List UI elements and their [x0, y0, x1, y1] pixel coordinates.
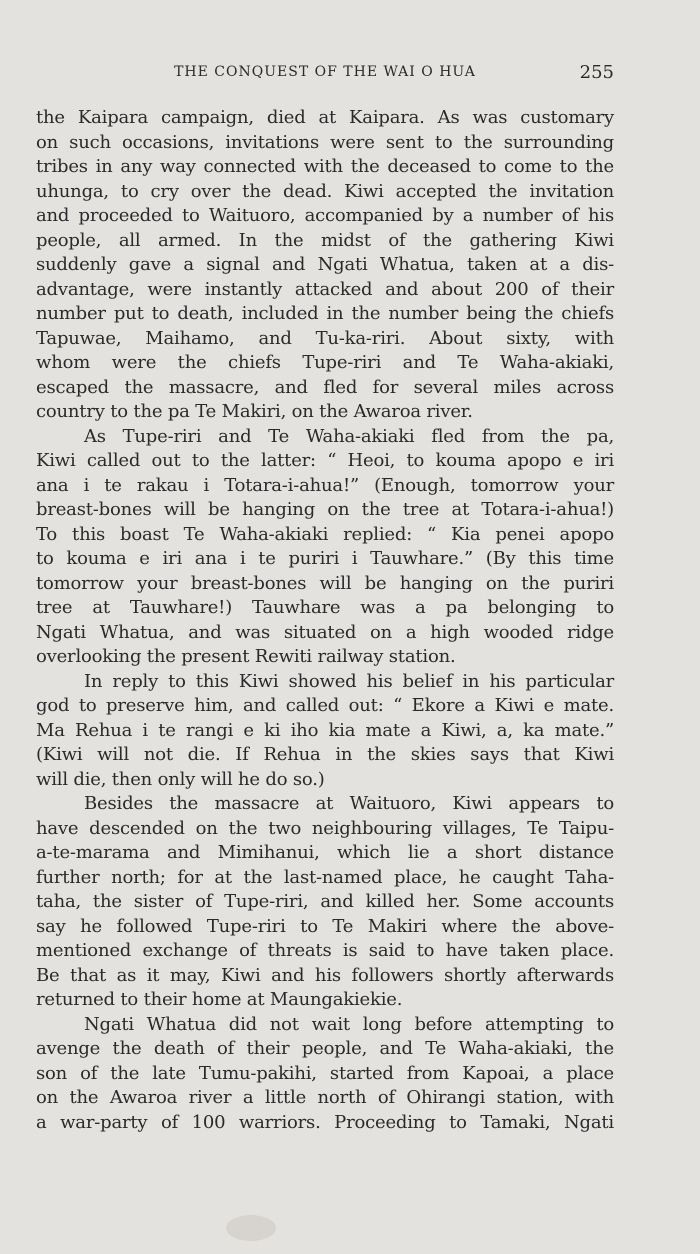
text-line: son of the late Tumu-pakihi, started from Kapoai, a place	[36, 1062, 614, 1084]
text-line: country to the pa Te Makiri, on the Awaroa river.	[36, 401, 473, 422]
text-line: on such occasions, invitations were sent to the surrounding	[36, 131, 614, 153]
text-line: ana i te rakau i Totara-i-ahua!” (Enough, tomorrow your	[36, 474, 614, 496]
text-line: Ma Rehua i te rangi e ki iho kia mate a Kiwi, a, ka mate.”	[36, 719, 614, 741]
text-line: on the Awaroa river a little north of Ohirangi station, with	[36, 1087, 614, 1108]
text-line: escaped the massacre, and fled for several miles across	[36, 376, 614, 398]
text-line: breast-bones will be hanging on the tree at Totara-i-ahua!)	[36, 499, 614, 520]
text-line: the Kaipara campaign, died at Kaipara. As was customary	[36, 107, 614, 128]
text-line: uhunga, to cry over the dead. Kiwi accepted the invitation	[36, 180, 614, 202]
body-text	[36, 106, 614, 1135]
text-line: advantage, were instantly attacked and about 200 of their	[36, 278, 614, 300]
text-line: whom were the chiefs Tupe-riri and Te Waha-akiaki,	[36, 352, 614, 373]
text-line: suddenly gave a signal and Ngati Whatua, taken at a dis-	[36, 254, 614, 275]
text-line: To this boast Te Waha-akiaki replied: “ Kia penei apopo	[36, 523, 614, 545]
paragraph-first-line: Ngati Whatua did not wait long before attempting to	[84, 1013, 614, 1035]
text-line: Kiwi called out to the latter: “ Heoi, to kouma apopo e iri	[36, 450, 614, 471]
paragraph-first-line: In reply to this Kiwi showed his belief in his particular	[84, 670, 614, 692]
text-line: god to preserve him, and called out: “ Ekore a Kiwi e mate.	[36, 695, 614, 716]
text-line: people, all armed. In the midst of the gathering Kiwi	[36, 229, 614, 251]
text-line: Ngati Whatua, and was situated on a high wooded ridge	[36, 621, 614, 643]
text-line: say he followed Tupe-riri to Te Makiri where the above-	[36, 915, 614, 937]
page-header	[36, 62, 614, 86]
text-line: and proceeded to Waituoro, accompanied by a number of his	[36, 205, 614, 226]
text-line: a war-party of 100 warriors. Proceeding to Tamaki, Ngati	[36, 1111, 614, 1133]
text-line: taha, the sister of Tupe-riri, and killed her. Some accounts	[36, 891, 614, 912]
text-line: mentioned exchange of threats is said to have taken place.	[36, 940, 614, 961]
text-line: have descended on the two neighbouring villages, Te Taipu-	[36, 817, 614, 839]
text-line: further north; for at the last-named place, he caught Taha-	[36, 866, 614, 888]
text-line: Be that as it may, Kiwi and his followers shortly afterwards	[36, 964, 614, 986]
text-line: a-te-marama and Mimihanui, which lie a short distance	[36, 842, 614, 863]
text-line: will die, then only will he do so.)	[36, 768, 325, 790]
paragraph-first-line: Besides the massacre at Waituoro, Kiwi appears to	[84, 793, 614, 814]
text-line: tribes in any way connected with the deceased to come to the	[36, 156, 614, 177]
page-number: 255	[579, 62, 614, 83]
text-line: tree at Tauwhare!) Tauwhare was a pa belonging to	[36, 597, 614, 618]
running-head: THE CONQUEST OF THE WAI O HUA	[174, 64, 476, 80]
text-line: avenge the death of their people, and Te Waha-akiaki, the	[36, 1038, 614, 1059]
text-line: returned to their home at Maungakiekie.	[36, 989, 403, 1010]
text-line: overlooking the present Rewiti railway station.	[36, 646, 456, 667]
text-line: to kouma e iri ana i te puriri i Tauwhare.” (By this time	[36, 548, 614, 569]
text-line: (Kiwi will not die. If Rehua in the skies says that Kiwi	[36, 744, 614, 765]
text-line: number put to death, included in the number being the chiefs	[36, 303, 614, 324]
paragraph-first-line: As Tupe-riri and Te Waha-akiaki fled from the pa,	[84, 425, 614, 447]
paper-stain	[226, 1215, 276, 1241]
text-line: Tapuwae, Maihamo, and Tu-ka-riri. About sixty, with	[36, 327, 614, 349]
text-line: tomorrow your breast-bones will be hanging on the puriri	[36, 572, 614, 594]
